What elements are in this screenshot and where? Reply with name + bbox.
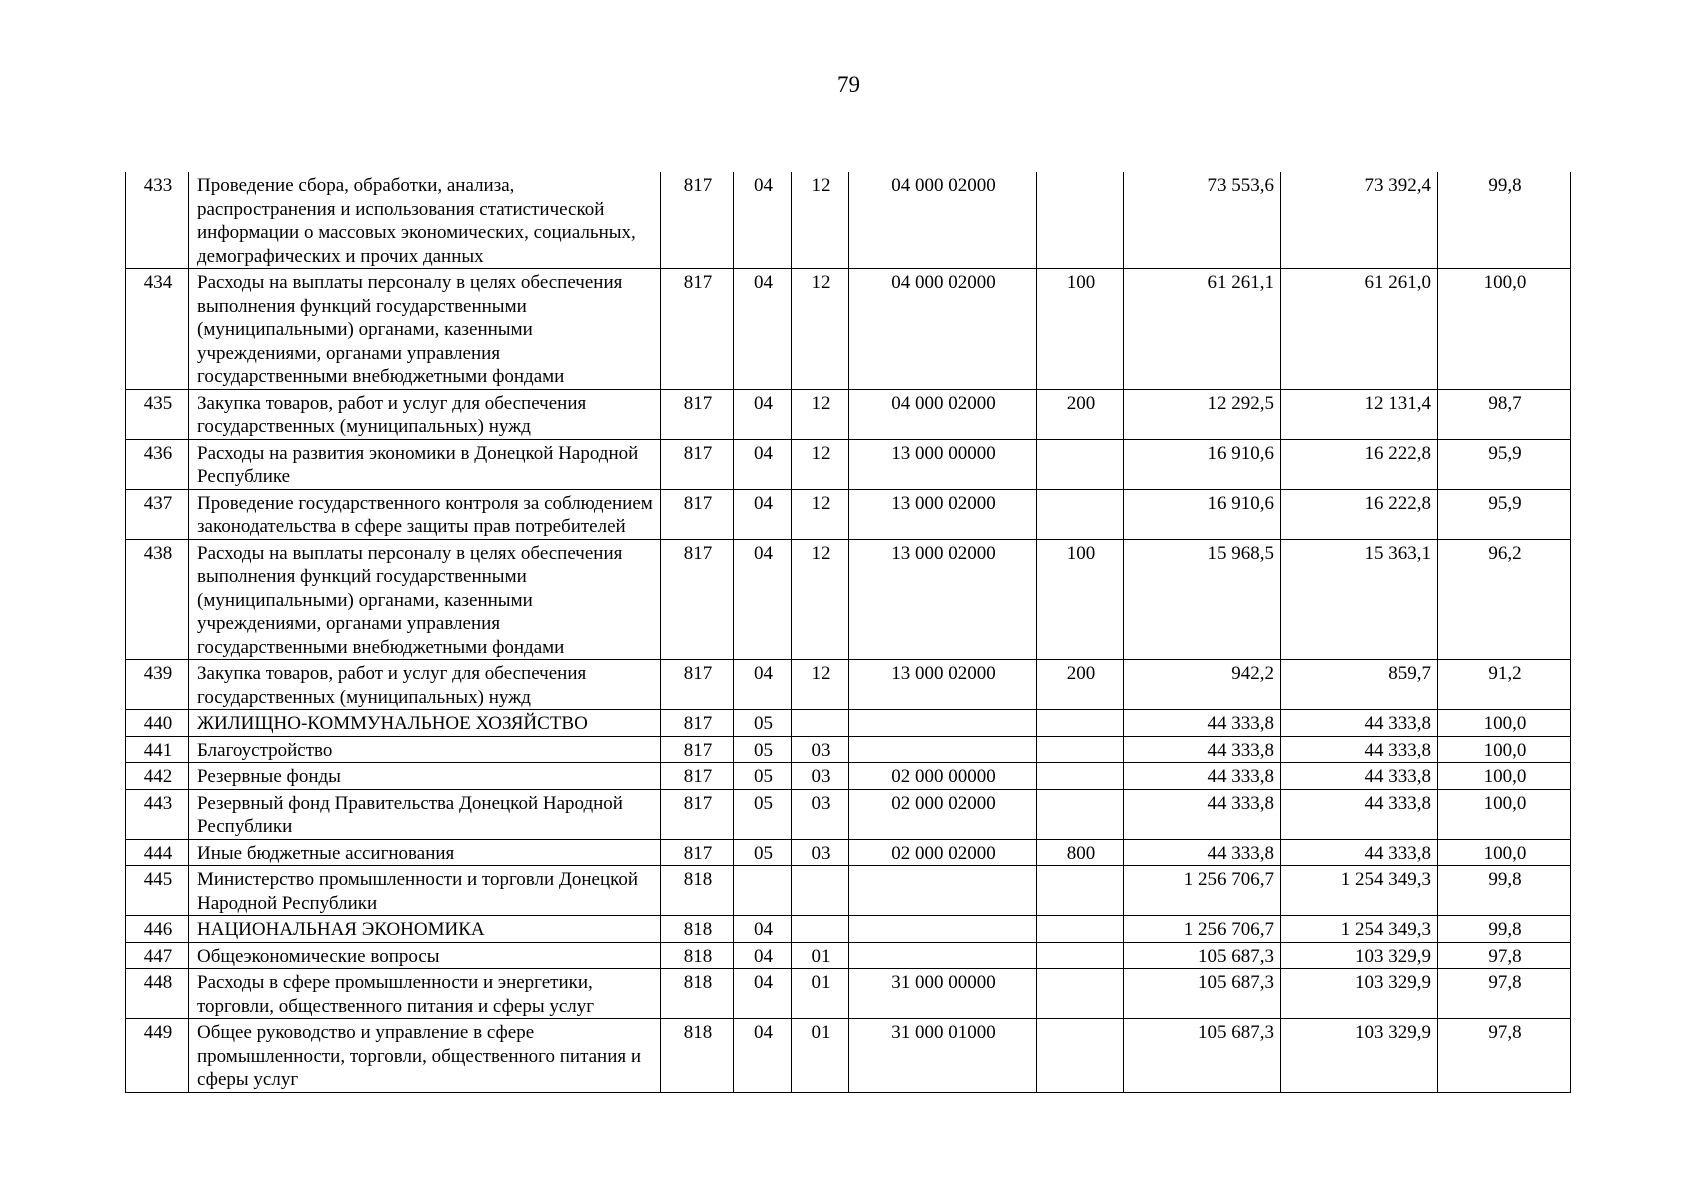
target-article-cell: 02 000 02000 [849, 789, 1037, 839]
row-number-cell: 444 [126, 839, 189, 866]
planned-amount-cell: 105 687,3 [1124, 1019, 1281, 1093]
subsection-code-cell: 03 [792, 763, 849, 790]
section-code-cell: 05 [734, 789, 792, 839]
execution-percent-cell: 100,0 [1438, 736, 1571, 763]
actual-amount-cell: 103 329,9 [1281, 942, 1438, 969]
actual-amount-cell: 73 392,4 [1281, 172, 1438, 269]
table-row [126, 489, 1571, 539]
execution-percent-cell: 95,9 [1438, 489, 1571, 539]
expense-type-cell: 200 [1037, 660, 1124, 710]
subsection-code-cell: 12 [792, 489, 849, 539]
subsection-code-cell: 03 [792, 789, 849, 839]
target-article-cell: 04 000 02000 [849, 389, 1037, 439]
expense-name-cell: Расходы на выплаты персоналу в целях обеспечения выполнения функций государственными (муниципальными) органами, казенными учреждениями, органами управления государственными внебюджетными фондами [189, 539, 661, 660]
row-number-cell: 435 [126, 389, 189, 439]
expense-type-cell [1037, 710, 1124, 737]
department-code-cell: 817 [661, 539, 734, 660]
department-code-cell: 817 [661, 839, 734, 866]
section-code-cell: 04 [734, 660, 792, 710]
target-article-cell: 04 000 02000 [849, 172, 1037, 269]
expense-name-cell: Министерство промышленности и торговли Донецкой Народной Республики [189, 866, 661, 916]
target-article-cell [849, 736, 1037, 763]
target-article-cell: 13 000 02000 [849, 660, 1037, 710]
table-row [126, 439, 1571, 489]
section-code-cell [734, 866, 792, 916]
planned-amount-cell: 44 333,8 [1124, 789, 1281, 839]
expense-name-cell: Расходы на выплаты персоналу в целях обеспечения выполнения функций государственными (муниципальными) органами, казенными учреждениями, органами управления государственными внебюджетными фондами [189, 269, 661, 390]
expense-name-cell: Расходы в сфере промышленности и энергетики, торговли, общественного питания и сферы услуг [189, 969, 661, 1019]
table-row [126, 789, 1571, 839]
actual-amount-cell: 16 222,8 [1281, 439, 1438, 489]
table-row [126, 916, 1571, 943]
row-number-cell: 440 [126, 710, 189, 737]
department-code-cell: 818 [661, 916, 734, 943]
row-number-cell: 433 [126, 172, 189, 269]
planned-amount-cell: 15 968,5 [1124, 539, 1281, 660]
subsection-code-cell: 12 [792, 439, 849, 489]
expense-type-cell [1037, 736, 1124, 763]
subsection-code-cell: 03 [792, 736, 849, 763]
expense-type-cell [1037, 789, 1124, 839]
expense-type-cell [1037, 763, 1124, 790]
row-number-cell: 447 [126, 942, 189, 969]
subsection-code-cell [792, 916, 849, 943]
subsection-code-cell: 01 [792, 1019, 849, 1093]
section-code-cell: 04 [734, 439, 792, 489]
table-row [126, 389, 1571, 439]
execution-percent-cell: 97,8 [1438, 969, 1571, 1019]
expense-name-cell: Резервные фонды [189, 763, 661, 790]
planned-amount-cell: 44 333,8 [1124, 763, 1281, 790]
department-code-cell: 818 [661, 969, 734, 1019]
actual-amount-cell: 103 329,9 [1281, 1019, 1438, 1093]
target-article-cell: 02 000 00000 [849, 763, 1037, 790]
section-code-cell: 05 [734, 839, 792, 866]
execution-percent-cell: 98,7 [1438, 389, 1571, 439]
table-row [126, 1019, 1571, 1093]
expense-name-cell: Расходы на развития экономики в Донецкой Народной Республике [189, 439, 661, 489]
section-code-cell: 04 [734, 1019, 792, 1093]
actual-amount-cell: 859,7 [1281, 660, 1438, 710]
expense-type-cell: 800 [1037, 839, 1124, 866]
department-code-cell: 817 [661, 389, 734, 439]
row-number-cell: 449 [126, 1019, 189, 1093]
department-code-cell: 818 [661, 866, 734, 916]
actual-amount-cell: 44 333,8 [1281, 736, 1438, 763]
table-row [126, 839, 1571, 866]
execution-percent-cell: 99,8 [1438, 172, 1571, 269]
planned-amount-cell: 44 333,8 [1124, 736, 1281, 763]
row-number-cell: 441 [126, 736, 189, 763]
target-article-cell: 13 000 02000 [849, 539, 1037, 660]
planned-amount-cell: 44 333,8 [1124, 839, 1281, 866]
section-code-cell: 05 [734, 736, 792, 763]
department-code-cell: 817 [661, 710, 734, 737]
expense-type-cell [1037, 969, 1124, 1019]
department-code-cell: 817 [661, 763, 734, 790]
table-row [126, 539, 1571, 660]
table-row [126, 942, 1571, 969]
target-article-cell: 02 000 02000 [849, 839, 1037, 866]
expense-type-cell [1037, 942, 1124, 969]
target-article-cell [849, 866, 1037, 916]
actual-amount-cell: 44 333,8 [1281, 710, 1438, 737]
section-code-cell: 05 [734, 763, 792, 790]
row-number-cell: 448 [126, 969, 189, 1019]
subsection-code-cell [792, 710, 849, 737]
planned-amount-cell: 105 687,3 [1124, 942, 1281, 969]
section-code-cell: 04 [734, 539, 792, 660]
execution-percent-cell: 97,8 [1438, 942, 1571, 969]
execution-percent-cell: 96,2 [1438, 539, 1571, 660]
table-row [126, 269, 1571, 390]
planned-amount-cell: 16 910,6 [1124, 439, 1281, 489]
subsection-code-cell: 12 [792, 539, 849, 660]
row-number-cell: 434 [126, 269, 189, 390]
row-number-cell: 446 [126, 916, 189, 943]
expense-type-cell [1037, 916, 1124, 943]
target-article-cell: 31 000 00000 [849, 969, 1037, 1019]
actual-amount-cell: 61 261,0 [1281, 269, 1438, 390]
expense-type-cell [1037, 866, 1124, 916]
page-number: 79 [837, 72, 860, 97]
row-number-cell: 445 [126, 866, 189, 916]
expense-name-cell: НАЦИОНАЛЬНАЯ ЭКОНОМИКА [189, 916, 661, 943]
target-article-cell: 31 000 01000 [849, 1019, 1037, 1093]
planned-amount-cell: 16 910,6 [1124, 489, 1281, 539]
execution-percent-cell: 100,0 [1438, 839, 1571, 866]
table-body [126, 172, 1571, 1092]
target-article-cell: 13 000 00000 [849, 439, 1037, 489]
planned-amount-cell: 1 256 706,7 [1124, 866, 1281, 916]
section-code-cell: 04 [734, 942, 792, 969]
row-number-cell: 437 [126, 489, 189, 539]
department-code-cell: 817 [661, 660, 734, 710]
actual-amount-cell: 1 254 349,3 [1281, 916, 1438, 943]
row-number-cell: 439 [126, 660, 189, 710]
planned-amount-cell: 61 261,1 [1124, 269, 1281, 390]
department-code-cell: 817 [661, 736, 734, 763]
row-number-cell: 438 [126, 539, 189, 660]
actual-amount-cell: 44 333,8 [1281, 839, 1438, 866]
section-code-cell: 04 [734, 916, 792, 943]
expense-name-cell: ЖИЛИЩНО-КОММУНАЛЬНОЕ ХОЗЯЙСТВО [189, 710, 661, 737]
table-row [126, 969, 1571, 1019]
actual-amount-cell: 12 131,4 [1281, 389, 1438, 439]
department-code-cell: 818 [661, 1019, 734, 1093]
section-code-cell: 04 [734, 269, 792, 390]
expense-name-cell: Благоустройство [189, 736, 661, 763]
subsection-code-cell [792, 866, 849, 916]
subsection-code-cell: 12 [792, 660, 849, 710]
section-code-cell: 04 [734, 489, 792, 539]
target-article-cell: 13 000 02000 [849, 489, 1037, 539]
department-code-cell: 818 [661, 942, 734, 969]
subsection-code-cell: 01 [792, 942, 849, 969]
section-code-cell: 04 [734, 389, 792, 439]
execution-percent-cell: 100,0 [1438, 763, 1571, 790]
row-number-cell: 442 [126, 763, 189, 790]
expense-name-cell: Закупка товаров, работ и услуг для обеспечения государственных (муниципальных) нужд [189, 660, 661, 710]
expense-type-cell: 100 [1037, 269, 1124, 390]
execution-percent-cell: 100,0 [1438, 269, 1571, 390]
subsection-code-cell: 03 [792, 839, 849, 866]
section-code-cell: 04 [734, 969, 792, 1019]
expense-type-cell: 100 [1037, 539, 1124, 660]
target-article-cell [849, 916, 1037, 943]
row-number-cell: 443 [126, 789, 189, 839]
planned-amount-cell: 44 333,8 [1124, 710, 1281, 737]
execution-percent-cell: 99,8 [1438, 916, 1571, 943]
expense-name-cell: Резервный фонд Правительства Донецкой Народной Республики [189, 789, 661, 839]
table-row [126, 763, 1571, 790]
table-row [126, 736, 1571, 763]
expense-type-cell [1037, 439, 1124, 489]
target-article-cell: 04 000 02000 [849, 269, 1037, 390]
planned-amount-cell: 73 553,6 [1124, 172, 1281, 269]
department-code-cell: 817 [661, 172, 734, 269]
actual-amount-cell: 44 333,8 [1281, 789, 1438, 839]
planned-amount-cell: 105 687,3 [1124, 969, 1281, 1019]
execution-percent-cell: 99,8 [1438, 866, 1571, 916]
actual-amount-cell: 44 333,8 [1281, 763, 1438, 790]
expense-name-cell: Проведение сбора, обработки, анализа, распространения и использования статистической информации о массовых экономических, социальных, демографических и прочих данных [189, 172, 661, 269]
department-code-cell: 817 [661, 269, 734, 390]
department-code-cell: 817 [661, 489, 734, 539]
subsection-code-cell: 12 [792, 389, 849, 439]
table-row [126, 172, 1571, 269]
execution-percent-cell: 97,8 [1438, 1019, 1571, 1093]
planned-amount-cell: 942,2 [1124, 660, 1281, 710]
expense-name-cell: Иные бюджетные ассигнования [189, 839, 661, 866]
expense-name-cell: Общеэкономические вопросы [189, 942, 661, 969]
planned-amount-cell: 1 256 706,7 [1124, 916, 1281, 943]
planned-amount-cell: 12 292,5 [1124, 389, 1281, 439]
table-row [126, 660, 1571, 710]
department-code-cell: 817 [661, 439, 734, 489]
section-code-cell: 04 [734, 172, 792, 269]
table-row [126, 710, 1571, 737]
subsection-code-cell: 12 [792, 172, 849, 269]
expense-type-cell [1037, 1019, 1124, 1093]
section-code-cell: 05 [734, 710, 792, 737]
execution-percent-cell: 100,0 [1438, 710, 1571, 737]
execution-percent-cell: 91,2 [1438, 660, 1571, 710]
expense-name-cell: Проведение государственного контроля за соблюдением законодательства в сфере защиты прав потребителей [189, 489, 661, 539]
execution-percent-cell: 95,9 [1438, 439, 1571, 489]
row-number-cell: 436 [126, 439, 189, 489]
actual-amount-cell: 1 254 349,3 [1281, 866, 1438, 916]
subsection-code-cell: 12 [792, 269, 849, 390]
expense-name-cell: Закупка товаров, работ и услуг для обеспечения государственных (муниципальных) нужд [189, 389, 661, 439]
target-article-cell [849, 942, 1037, 969]
actual-amount-cell: 103 329,9 [1281, 969, 1438, 1019]
target-article-cell [849, 710, 1037, 737]
department-code-cell: 817 [661, 789, 734, 839]
subsection-code-cell: 01 [792, 969, 849, 1019]
execution-percent-cell: 100,0 [1438, 789, 1571, 839]
expense-type-cell: 200 [1037, 389, 1124, 439]
expense-type-cell [1037, 489, 1124, 539]
actual-amount-cell: 15 363,1 [1281, 539, 1438, 660]
expense-name-cell: Общее руководство и управление в сфере промышленности, торговли, общественного питания и сферы услуг [189, 1019, 661, 1093]
actual-amount-cell: 16 222,8 [1281, 489, 1438, 539]
table-row [126, 866, 1571, 916]
expense-type-cell [1037, 172, 1124, 269]
budget-table [125, 172, 1571, 1093]
